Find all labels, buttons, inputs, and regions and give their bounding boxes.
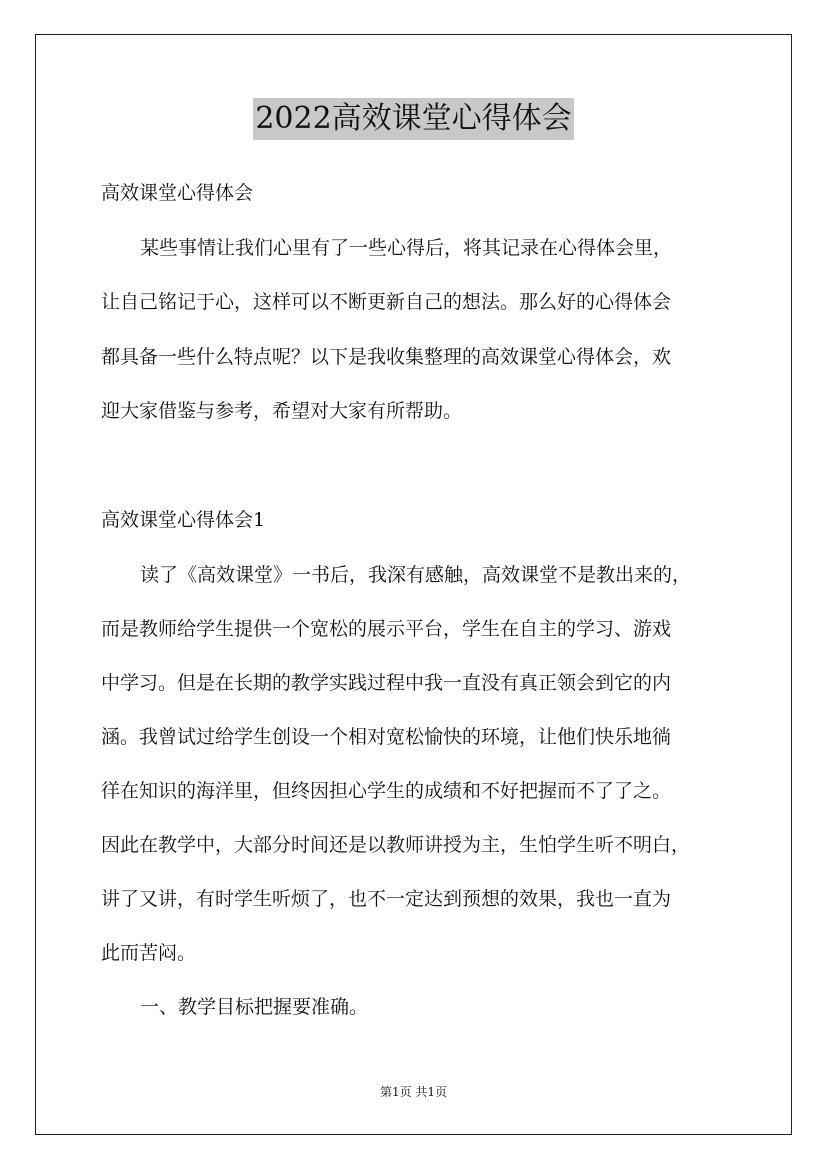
section-heading: 高效课堂心得体会 (101, 182, 254, 204)
body-line-8: 此而苦闷。 (101, 942, 197, 964)
body-line-4: 涵。我曾试过给学生创设一个相对宽松愉快的环境，让他们快乐地徜 (101, 726, 672, 748)
subheading-1: 高效课堂心得体会1 (101, 509, 266, 531)
point-1: 一、教学目标把握要准确。 (140, 996, 369, 1018)
intro-line-4: 迎大家借鉴与参考，希望对大家有所帮助。 (101, 400, 463, 422)
intro-line-1: 某些事情让我们心里有了一些心得后，将其记录在心得体会里， (140, 237, 673, 259)
body-line-7: 讲了又讲，有时学生听烦了，也不一定达到预想的效果，我也一直为 (101, 888, 672, 910)
body-line-5: 徉在知识的海洋里，但终因担心学生的成绩和不好把握而不了了之。 (101, 780, 672, 802)
body-line-1: 读了《高效课堂》一书后，我深有感触，高效课堂不是教出来的， (140, 564, 692, 586)
intro-line-3: 都具备一些什么特点呢？以下是我收集整理的高效课堂心得体会，欢 (101, 346, 672, 368)
intro-line-2: 让自己铭记于心，这样可以不断更新自己的想法。那么好的心得体会 (101, 291, 672, 313)
title-container (0, 98, 827, 140)
document-title: 2022高效课堂心得体会 (253, 98, 573, 140)
body-line-3: 中学习。但是在长期的教学实践过程中我一直没有真正领会到它的内 (101, 672, 672, 694)
body-line-2: 而是教师给学生提供一个宽松的展示平台，学生在自主的学习、游戏 (101, 618, 672, 640)
page-footer: 第1页 共1页 (379, 1085, 448, 1099)
body-line-6: 因此在教学中，大部分时间还是以教师讲授为主，生怕学生听不明白， (101, 834, 691, 856)
